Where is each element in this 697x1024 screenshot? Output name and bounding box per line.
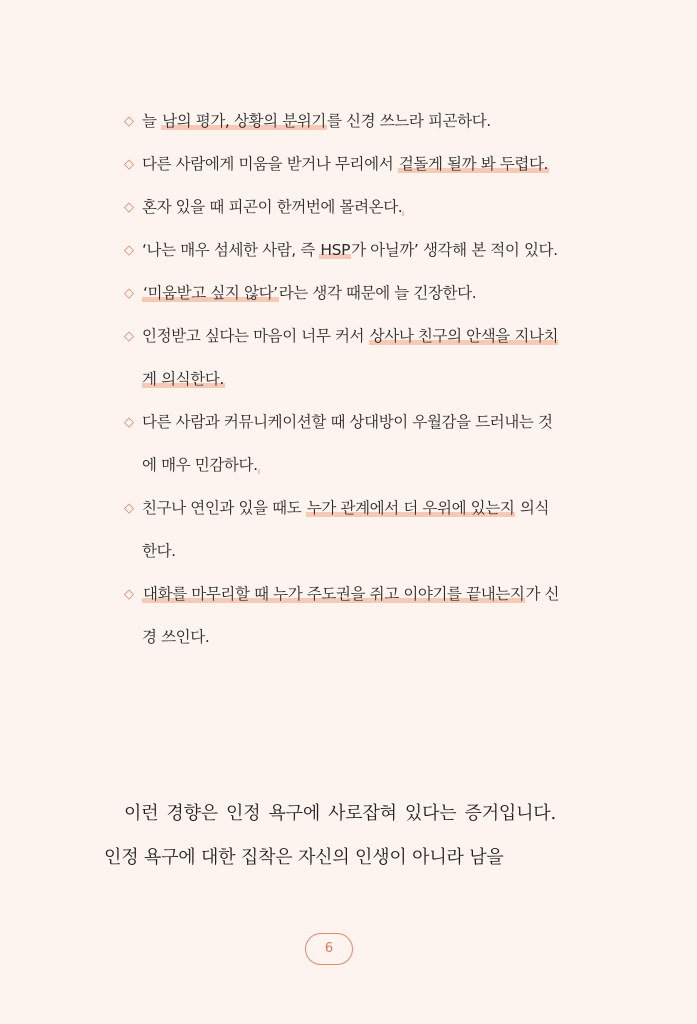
checklist	[124, 100, 560, 659]
list-item: ◇ 친구나 연인과 있을 때도 누가 관계에서 더 우위에 있는지 의식한다.	[124, 487, 560, 573]
diamond-bullet-icon: ◇	[124, 501, 134, 516]
diamond-bullet-icon: ◇	[124, 243, 134, 258]
diamond-bullet-icon: ◇	[124, 415, 134, 430]
highlight: 겉돌게 될까 봐 두렵다.	[398, 155, 549, 173]
highlight: 상사나 친구의 안색을 지나치게 의식한다.	[142, 327, 559, 388]
diamond-bullet-icon: ◇	[124, 157, 134, 172]
highlight	[258, 456, 260, 474]
diamond-bullet-icon: ◇	[124, 286, 134, 301]
highlight: 대화를 마무리할 때 누가 주도권을 쥐고 이야기를 끝내는지	[143, 585, 525, 603]
list-item: ◇ ‘미움받고 싶지 않다’라는 생각 때문에 늘 긴장한다.	[124, 272, 560, 315]
diamond-bullet-icon: ◇	[124, 587, 134, 602]
highlight: ‘미움받고 싶지 않다’	[143, 284, 278, 302]
highlight: 누가 관계에서 더 우위에 있는지	[306, 499, 515, 517]
list-item: ◇ 늘 남의 평가, 상황의 분위기를 신경 쓰느라 피곤하다.	[124, 100, 560, 143]
highlight	[402, 198, 404, 216]
body-paragraph: 이런 경향은 인정 욕구에 사로잡혀 있다는 증거입니다. 인정 욕구에 대한 집착은 자신의 인생이 아니라 남을	[104, 803, 556, 868]
list-item: ◇ 대화를 마무리할 때 누가 주도권을 쥐고 이야기를 끝내는지가 신경 쓰인다.	[124, 573, 560, 659]
list-item: ◇ 혼자 있을 때 피곤이 한꺼번에 몰려온다.	[124, 186, 560, 229]
list-item: ◇ 다른 사람에게 미움을 받거나 무리에서 겉돌게 될까 봐 두렵다.	[124, 143, 560, 186]
page-number: 6	[305, 933, 353, 965]
list-item: ◇ ‘나는 매우 섬세한 사람, 즉 HSP가 아닐까’ 생각해 본 적이 있다.	[124, 229, 560, 272]
highlight: HSP	[320, 241, 351, 259]
diamond-bullet-icon: ◇	[124, 329, 134, 344]
highlight: 남의 평가, 상황의 분위기	[162, 112, 326, 130]
diamond-bullet-icon: ◇	[124, 200, 134, 215]
diamond-bullet-icon: ◇	[124, 114, 134, 129]
list-item: ◇ 다른 사람과 커뮤니케이션할 때 상대방이 우월감을 드러내는 것에 매우 민감하다.	[124, 401, 560, 487]
list-item: ◇ 인정받고 싶다는 마음이 너무 커서 상사나 친구의 안색을 지나치게 의식한다.	[124, 315, 560, 401]
